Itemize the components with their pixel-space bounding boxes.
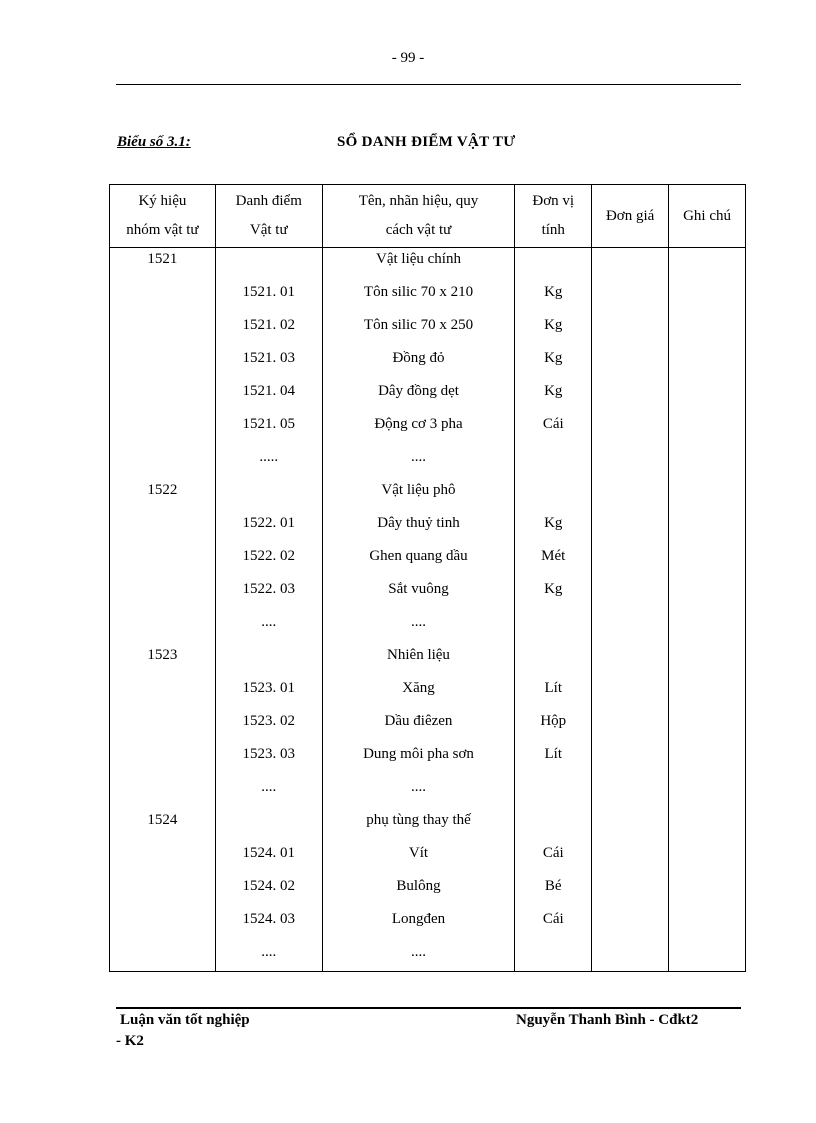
unit-cell xyxy=(515,248,592,282)
item-name-cell: Tôn silic 70 x 210 xyxy=(322,281,515,314)
unit-price-cell xyxy=(592,875,669,908)
unit-price-cell xyxy=(592,512,669,545)
item-name-cell: Sắt vuông xyxy=(322,578,515,611)
unit-cell: Kg xyxy=(515,347,592,380)
header-text: Vật tư xyxy=(249,222,288,238)
note-cell xyxy=(669,743,746,776)
item-name-cell: Tôn silic 70 x 250 xyxy=(322,314,515,347)
table-caption-label: Biểu số 3.1: xyxy=(117,134,191,150)
table-row xyxy=(110,842,746,875)
unit-cell: Kg xyxy=(515,380,592,413)
item-code-cell: 1524. 01 xyxy=(215,842,322,875)
unit-cell xyxy=(515,776,592,809)
table-row xyxy=(110,611,746,644)
footer-thesis-label: Luận văn tốt nghiệp xyxy=(120,1012,250,1028)
item-code-cell: 1521. 05 xyxy=(215,413,322,446)
unit-cell: Bé xyxy=(515,875,592,908)
unit-price-cell xyxy=(592,842,669,875)
footer-class-suffix: - K2 xyxy=(116,1033,144,1049)
header-item-code xyxy=(215,185,322,248)
footer-author: Nguyễn Thanh Bình - Cđkt2 xyxy=(516,1012,699,1028)
unit-price-cell xyxy=(592,314,669,347)
header-text: Đơn vị xyxy=(532,193,575,209)
footer-rule xyxy=(116,1007,741,1009)
group-code-cell xyxy=(110,413,216,446)
item-code-cell: .... xyxy=(215,776,322,809)
item-name-cell: Động cơ 3 pha xyxy=(322,413,515,446)
table-row xyxy=(110,578,746,611)
group-code-cell xyxy=(110,710,216,743)
unit-cell: Cái xyxy=(515,908,592,941)
table-row xyxy=(110,347,746,380)
table-row xyxy=(110,875,746,908)
group-code-cell: 1522 xyxy=(110,479,216,512)
table-row xyxy=(110,248,746,282)
unit-cell: Kg xyxy=(515,512,592,545)
item-code-cell: 1521. 02 xyxy=(215,314,322,347)
item-code-cell: 1524. 03 xyxy=(215,908,322,941)
unit-price-cell xyxy=(592,545,669,578)
item-code-cell: 1523. 03 xyxy=(215,743,322,776)
item-code-cell: 1522. 02 xyxy=(215,545,322,578)
item-name-cell: Longđen xyxy=(322,908,515,941)
unit-price-cell xyxy=(592,446,669,479)
header-text: tính xyxy=(541,222,565,238)
item-name-cell: Vật liệu phô xyxy=(322,479,515,512)
group-code-cell xyxy=(110,611,216,644)
group-code-cell xyxy=(110,776,216,809)
table-row xyxy=(110,710,746,743)
note-cell xyxy=(669,380,746,413)
header-group-code xyxy=(110,185,216,248)
group-code-cell xyxy=(110,512,216,545)
note-cell xyxy=(669,281,746,314)
unit-cell: Kg xyxy=(515,578,592,611)
group-code-cell xyxy=(110,380,216,413)
item-name-cell: .... xyxy=(322,776,515,809)
unit-price-cell xyxy=(592,248,669,282)
unit-price-cell xyxy=(592,677,669,710)
group-code-cell xyxy=(110,908,216,941)
item-name-cell: Vật liệu chính xyxy=(322,248,515,282)
item-name-cell: Dung môi pha sơn xyxy=(322,743,515,776)
note-cell xyxy=(669,545,746,578)
group-code-cell xyxy=(110,842,216,875)
table-title: SỔ DANH ĐIỂM VẬT TƯ xyxy=(337,134,516,150)
header-unit xyxy=(515,185,592,248)
item-code-cell: 1521. 04 xyxy=(215,380,322,413)
note-cell xyxy=(669,578,746,611)
group-code-cell: 1521 xyxy=(110,248,216,282)
unit-price-cell xyxy=(592,776,669,809)
note-cell xyxy=(669,809,746,842)
item-name-cell: .... xyxy=(322,446,515,479)
unit-cell xyxy=(515,446,592,479)
note-cell xyxy=(669,248,746,282)
table-row xyxy=(110,281,746,314)
note-cell xyxy=(669,644,746,677)
item-name-cell: Dầu điêzen xyxy=(322,710,515,743)
unit-cell: Mét xyxy=(515,545,592,578)
unit-cell xyxy=(515,611,592,644)
unit-price-cell xyxy=(592,413,669,446)
unit-price-cell xyxy=(592,347,669,380)
item-code-cell: 1522. 01 xyxy=(215,512,322,545)
item-name-cell: .... xyxy=(322,611,515,644)
item-code-cell: 1522. 03 xyxy=(215,578,322,611)
header-text: Đơn giá xyxy=(605,207,655,224)
unit-cell: Kg xyxy=(515,281,592,314)
table-row xyxy=(110,446,746,479)
table-body xyxy=(110,248,746,972)
unit-cell: Lít xyxy=(515,743,592,776)
item-code-cell: 1524. 02 xyxy=(215,875,322,908)
table-row xyxy=(110,677,746,710)
group-code-cell xyxy=(110,743,216,776)
unit-price-cell xyxy=(592,809,669,842)
group-code-cell xyxy=(110,875,216,908)
item-name-cell: Dây đồng dẹt xyxy=(322,380,515,413)
unit-cell: Kg xyxy=(515,314,592,347)
note-cell xyxy=(669,677,746,710)
table-row xyxy=(110,314,746,347)
item-name-cell: Đồng đỏ xyxy=(322,347,515,380)
item-code-cell: ..... xyxy=(215,446,322,479)
header-note xyxy=(669,185,746,248)
note-cell xyxy=(669,611,746,644)
unit-cell: Lít xyxy=(515,677,592,710)
note-cell xyxy=(669,710,746,743)
unit-price-cell xyxy=(592,281,669,314)
table-row xyxy=(110,479,746,512)
item-name-cell: Xăng xyxy=(322,677,515,710)
item-code-cell: 1523. 01 xyxy=(215,677,322,710)
item-code-cell xyxy=(215,248,322,282)
group-code-cell xyxy=(110,314,216,347)
item-code-cell: 1521. 01 xyxy=(215,281,322,314)
table-row xyxy=(110,743,746,776)
note-cell xyxy=(669,446,746,479)
item-name-cell: phụ tùng thay thế xyxy=(322,809,515,842)
item-code-cell: .... xyxy=(215,611,322,644)
header-text: Tên, nhãn hiệu, quy xyxy=(358,193,479,209)
table-header xyxy=(110,185,746,248)
table-row xyxy=(110,545,746,578)
group-code-cell xyxy=(110,941,216,972)
unit-price-cell xyxy=(592,941,669,972)
unit-cell: Hộp xyxy=(515,710,592,743)
table-row xyxy=(110,908,746,941)
table-row xyxy=(110,380,746,413)
item-name-cell: .... xyxy=(322,941,515,972)
item-name-cell: Ghen quang dầu xyxy=(322,545,515,578)
unit-cell xyxy=(515,809,592,842)
item-code-cell: 1523. 02 xyxy=(215,710,322,743)
unit-price-cell xyxy=(592,611,669,644)
unit-price-cell xyxy=(592,380,669,413)
note-cell xyxy=(669,413,746,446)
item-code-cell: .... xyxy=(215,941,322,972)
note-cell xyxy=(669,314,746,347)
unit-price-cell xyxy=(592,710,669,743)
header-item-name xyxy=(322,185,515,248)
group-code-cell: 1524 xyxy=(110,809,216,842)
header-row xyxy=(110,185,746,248)
item-code-cell xyxy=(215,644,322,677)
note-cell xyxy=(669,512,746,545)
unit-cell xyxy=(515,941,592,972)
materials-catalog-table xyxy=(109,184,746,972)
item-name-cell: Nhiên liệu xyxy=(322,644,515,677)
group-code-cell xyxy=(110,446,216,479)
item-name-cell: Bulông xyxy=(322,875,515,908)
note-cell xyxy=(669,347,746,380)
item-code-cell: 1521. 03 xyxy=(215,347,322,380)
header-unit-price xyxy=(592,185,669,248)
table-row xyxy=(110,941,746,972)
header-text: nhóm vật tư xyxy=(126,222,199,238)
unit-cell: Cái xyxy=(515,413,592,446)
table-row xyxy=(110,809,746,842)
unit-cell xyxy=(515,479,592,512)
item-name-cell: Dây thuỷ tinh xyxy=(322,512,515,545)
item-name-cell: Vít xyxy=(322,842,515,875)
group-code-cell xyxy=(110,545,216,578)
unit-price-cell xyxy=(592,908,669,941)
header-rule xyxy=(116,84,741,85)
unit-price-cell xyxy=(592,578,669,611)
unit-price-cell xyxy=(592,743,669,776)
unit-cell xyxy=(515,644,592,677)
table-row xyxy=(110,776,746,809)
item-code-cell xyxy=(215,479,322,512)
header-text: Ghi chú xyxy=(683,207,731,224)
group-code-cell xyxy=(110,578,216,611)
table-row xyxy=(110,512,746,545)
unit-price-cell xyxy=(592,644,669,677)
group-code-cell xyxy=(110,347,216,380)
header-text: cách vật tư xyxy=(385,222,452,238)
note-cell xyxy=(669,908,746,941)
table-row xyxy=(110,644,746,677)
note-cell xyxy=(669,875,746,908)
group-code-cell xyxy=(110,677,216,710)
header-text: Ký hiệu xyxy=(138,193,187,209)
group-code-cell: 1523 xyxy=(110,644,216,677)
page-number: - 99 - xyxy=(391,50,425,66)
header-text: Danh điểm xyxy=(235,193,302,209)
item-code-cell xyxy=(215,809,322,842)
unit-price-cell xyxy=(592,479,669,512)
note-cell xyxy=(669,776,746,809)
note-cell xyxy=(669,479,746,512)
note-cell xyxy=(669,842,746,875)
note-cell xyxy=(669,941,746,972)
group-code-cell xyxy=(110,281,216,314)
table-row xyxy=(110,413,746,446)
unit-cell: Cái xyxy=(515,842,592,875)
